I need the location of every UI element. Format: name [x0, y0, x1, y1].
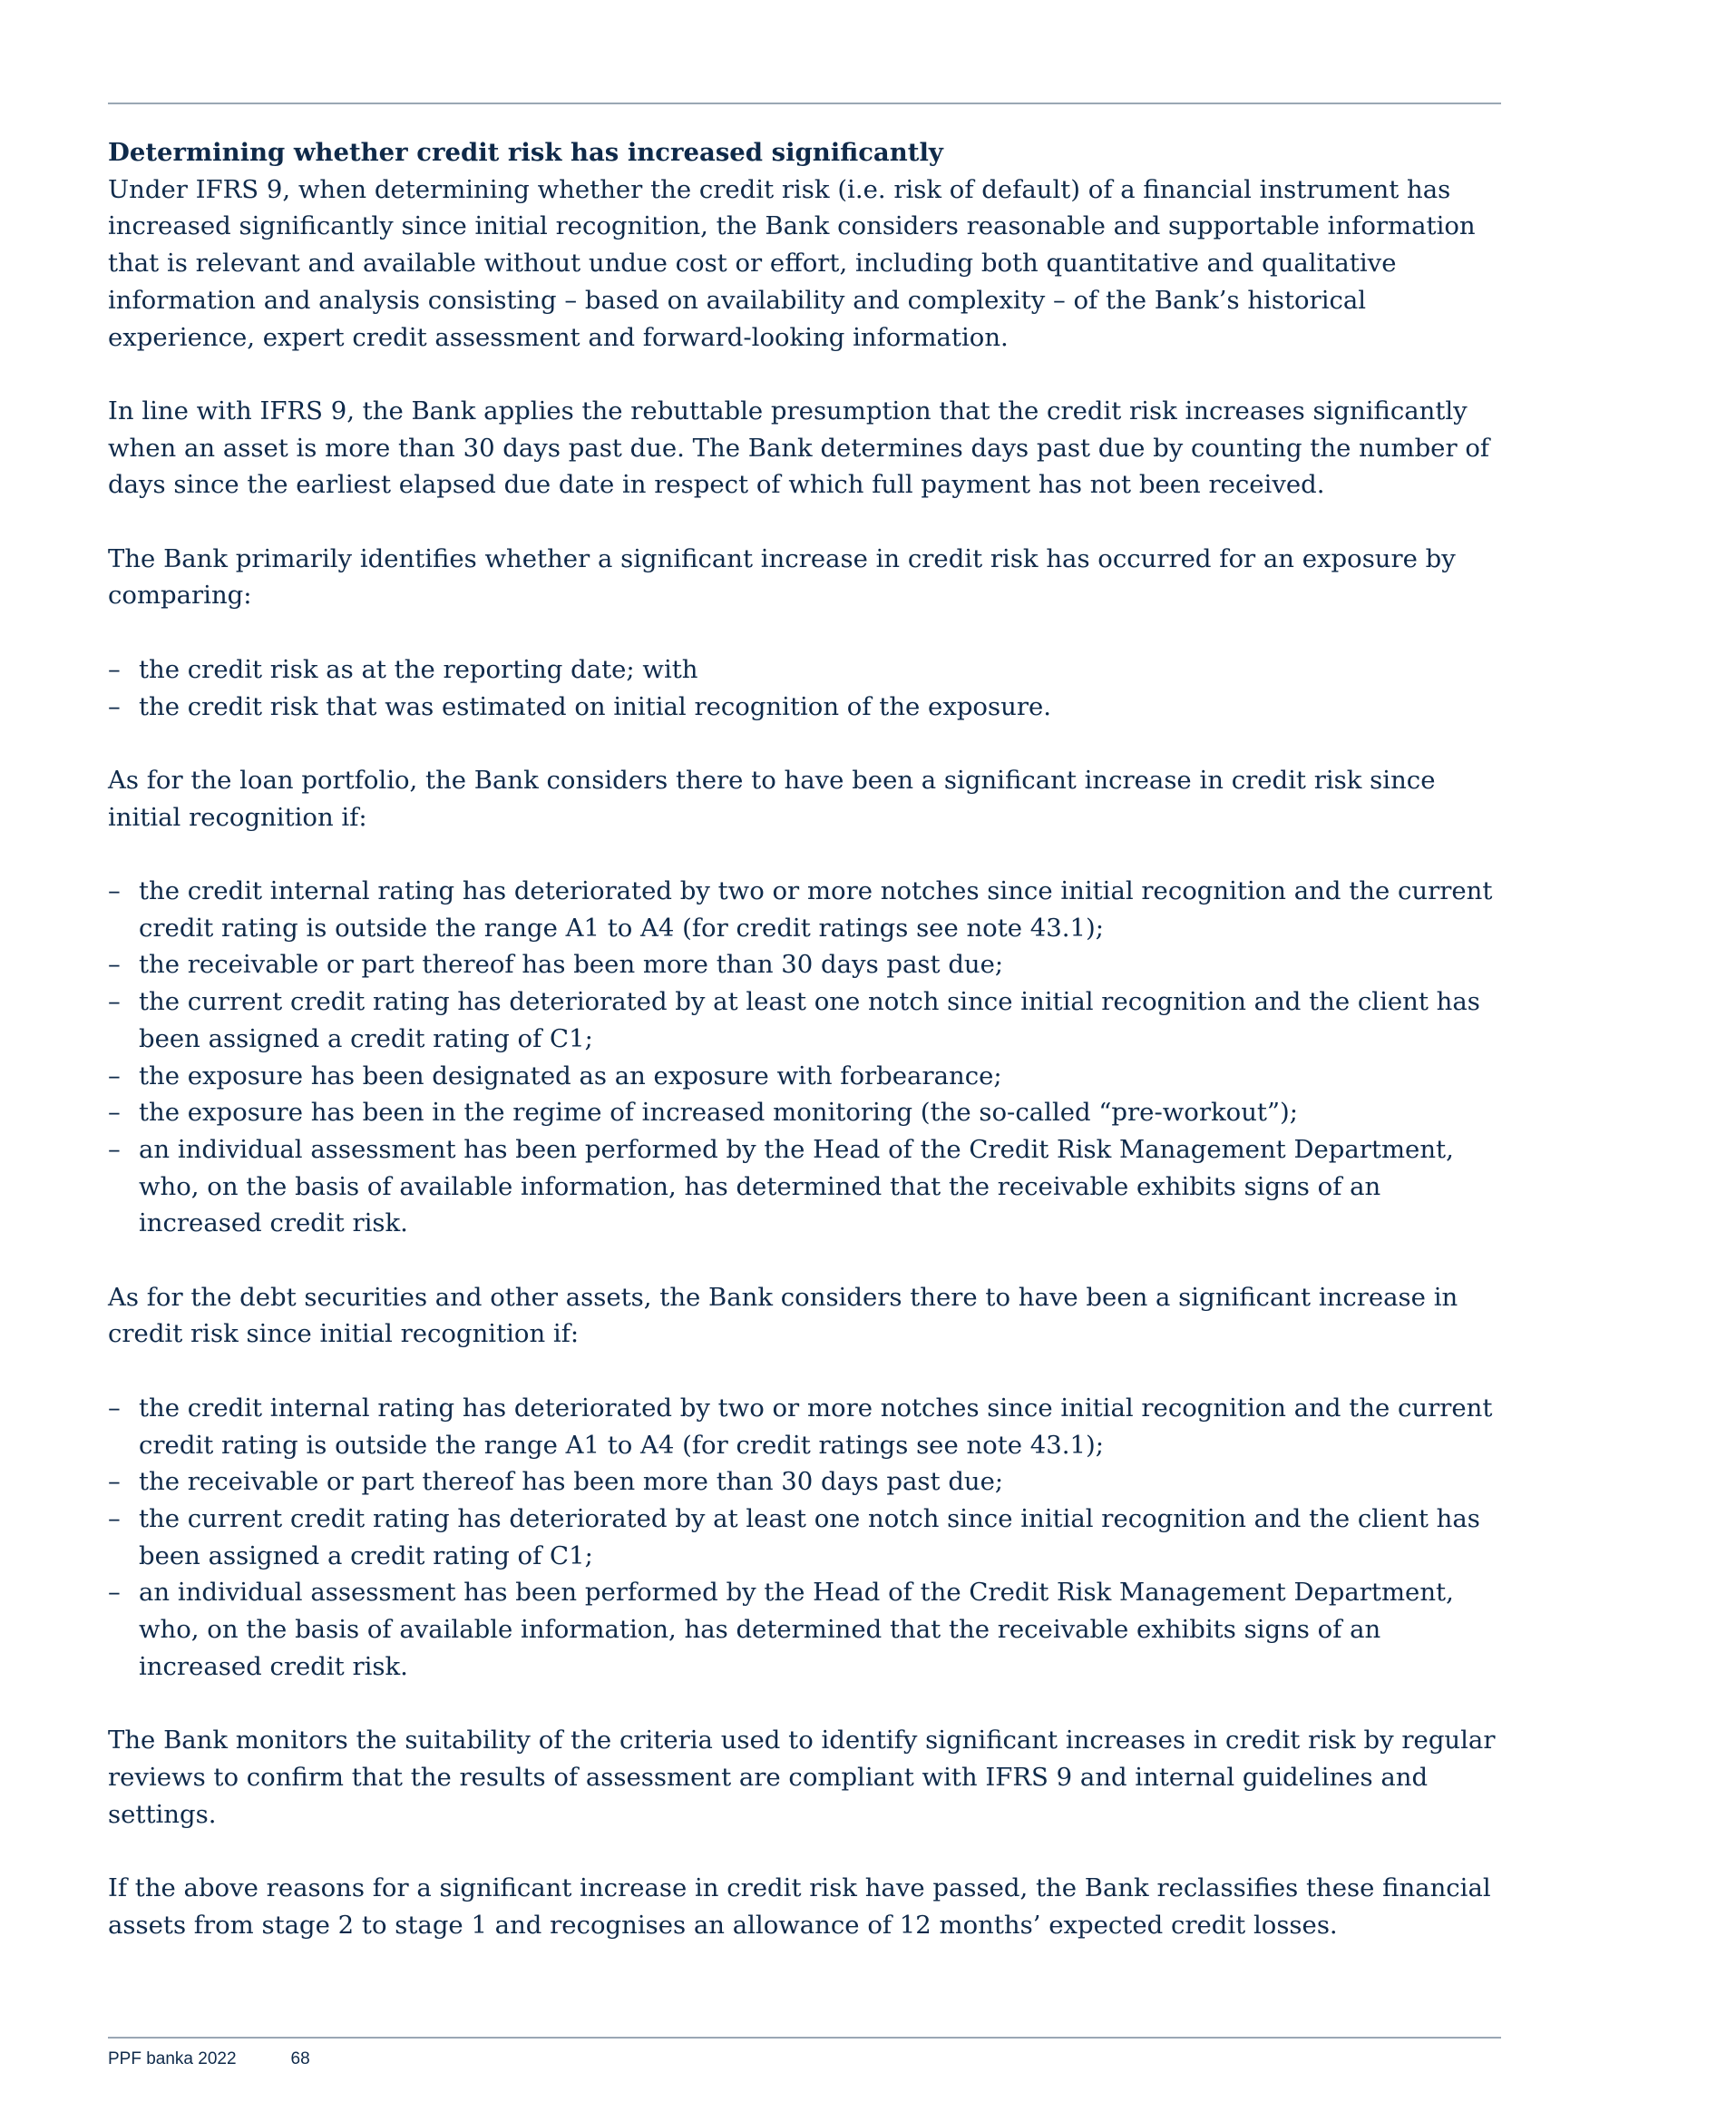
main-content [108, 134, 1501, 1943]
list-comparing [108, 651, 1501, 725]
paragraph-reclassification: If the above reasons for a significant increase in credit risk have passed, the Bank reclassifies these financial assets from stage 2 to stage 1 and recognises an allowance of 12 months’ expected credit losses. [108, 1873, 1491, 1940]
paragraph-monitoring: The Bank monitors the suitability of the criteria used to identify significant increases in credit risk by regular reviews to confirm that the results of assessment are compliant with IFRS 9 and internal guidelines and settings. [108, 1726, 1496, 1829]
page-footer [108, 2049, 310, 2070]
paragraph-ifrs9-assessment: Under IFRS 9, when determining whether the credit risk (i.e. risk of default) of a financial instrument has increased significantly since initial recognition, the Bank considers reasonable and supportable information that is relevant and available without undue cost or effort, including both quantitative and qualitative information and analysis consisting – based on availability and complexity – of the Bank’s historical experience, expert credit assessment and forward-looking information. [108, 174, 1476, 352]
top-divider [108, 103, 1501, 104]
list-item: – an individual assessment has been performed by the Head of the Credit Risk Management Department, who, on the basis of available information, has determined that the receivable exhibits signs of an increased credit risk. [108, 1131, 1501, 1242]
list-item: – the credit risk as at the reporting date; with [108, 651, 1501, 689]
list-item: – the credit risk that was estimated on initial recognition of the exposure. [108, 689, 1501, 726]
list-loan-portfolio [108, 873, 1501, 1242]
list-debt-securities [108, 1390, 1501, 1686]
list-item: – the current credit rating has deteriorated by at least one notch since initial recognition and the client has been assigned a credit rating of C1; [108, 983, 1501, 1057]
list-item: – the exposure has been in the regime of increased monitoring (the so-called “pre-workout”); [108, 1094, 1501, 1131]
section-heading: Determining whether credit risk has increased significantly [108, 138, 943, 167]
list-item: – the credit internal rating has deteriorated by two or more notches since initial recognition and the current credit rating is outside the range A1 to A4 (for credit ratings see note 43.1); [108, 873, 1501, 946]
footer-report-name: PPF banka 2022 [108, 2049, 237, 2068]
list-item: – the credit internal rating has deteriorated by two or more notches since initial recognition and the current credit rating is outside the range A1 to A4 (for credit ratings see note 43.1); [108, 1390, 1501, 1463]
list-item: – the receivable or part thereof has been more than 30 days past due; [108, 1463, 1501, 1501]
list-item: – an individual assessment has been performed by the Head of the Credit Risk Management Department, who, on the basis of available information, has determined that the receivable exhibits signs of an increased credit risk. [108, 1574, 1501, 1685]
footer-page-number: 68 [290, 2049, 310, 2068]
list-item: – the exposure has been designated as an exposure with forbearance; [108, 1058, 1501, 1095]
list-item: – the receivable or part thereof has been more than 30 days past due; [108, 946, 1501, 983]
paragraph-debt-securities-intro: As for the debt securities and other assets, the Bank considers there to have been a significant increase in credit risk since initial recognition if: [108, 1282, 1458, 1349]
document-page [108, 0, 1501, 2122]
bottom-divider [108, 2037, 1501, 2039]
paragraph-loan-portfolio-intro: As for the loan portfolio, the Bank considers there to have been a significant increase in credit risk since initial recognition if: [108, 765, 1436, 832]
paragraph-comparing-intro: The Bank primarily identifies whether a significant increase in credit risk has occurred for an exposure by comparing: [108, 543, 1456, 611]
paragraph-rebuttable-presumption: In line with IFRS 9, the Bank applies the rebuttable presumption that the credit risk increases significantly when an asset is more than 30 days past due. The Bank determines days past due by counting the number of days since the earliest elapsed due date in respect of which full payment has not been received. [108, 396, 1490, 500]
list-item: – the current credit rating has deteriorated by at least one notch since initial recognition and the client has been assigned a credit rating of C1; [108, 1501, 1501, 1574]
